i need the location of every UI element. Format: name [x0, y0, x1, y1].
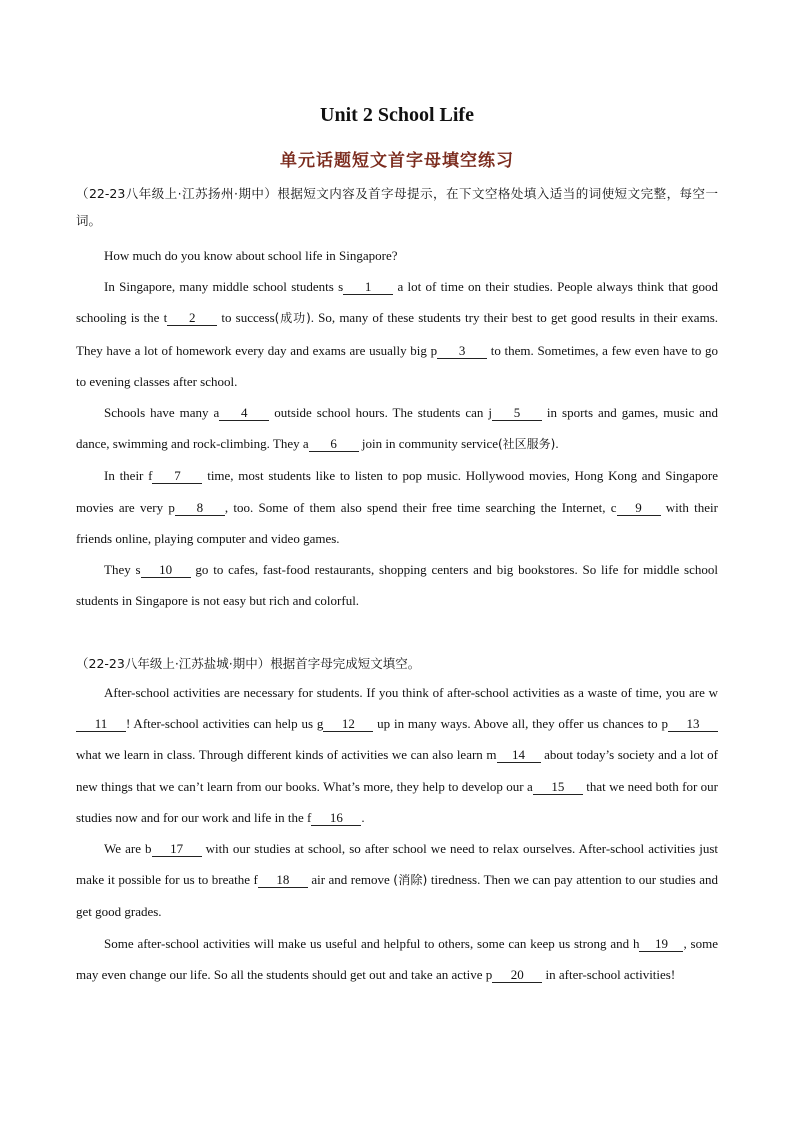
- text-run: to them. Sometimes, a few even have to go to evening classes after school.: [76, 342, 718, 389]
- text-run: In Singapore, many middle school students s: [104, 279, 344, 295]
- passage-1-paragraph-3: [76, 397, 718, 460]
- text-run: to success: [217, 310, 275, 326]
- text-run: How much do you know about school life in Singapore?: [104, 248, 398, 263]
- page-subtitle: 单元话题短文首字母填空练习: [280, 151, 514, 171]
- text-run: .: [361, 809, 365, 825]
- text-run: outside school hours. The students can j: [269, 405, 492, 421]
- text-run: what we learn in class. Through different kinds of activities we can also learn m: [76, 747, 497, 763]
- answer-blank-12[interactable]: 12: [323, 717, 373, 732]
- page-title: Unit 2 School Life: [320, 104, 474, 126]
- answer-blank-7[interactable]: 7: [152, 469, 202, 484]
- text-run: ! After-school activities can help us g: [126, 716, 324, 732]
- text-run: a lot of time on their studies. People always think that good schooling is the t: [76, 279, 718, 326]
- text-run: They s: [104, 562, 141, 578]
- passage-1-paragraph-2: [76, 271, 718, 397]
- text-run: that we need both for our studies now and for our work and life in the f: [76, 778, 719, 825]
- text-run: in sports and games, music and dance, swimming and rock-climbing. They a: [76, 405, 718, 452]
- passage-2-paragraph-2: [76, 833, 718, 928]
- text-run: time, most students like to listen to pop music. Hollywood movies, Hong Kong and Singapore movies are very p: [76, 468, 719, 515]
- chinese-gloss: (消除): [393, 873, 428, 888]
- answer-blank-5[interactable]: 5: [492, 406, 542, 421]
- passage-2-paragraph-3: [76, 928, 718, 990]
- text-run: , some may even change our life. So all the students should get out and take an active p: [76, 935, 719, 982]
- answer-blank-3[interactable]: 3: [437, 344, 487, 359]
- text-run: . So, many of these students try their best to get good results in their exams. They have a lot of homework every day and exams are usually big p: [76, 310, 718, 358]
- passage-2-instructions: （22-23八年级上·江苏盐城·期中）根据首字母完成短文填空。: [76, 656, 421, 671]
- passage-1: [76, 180, 718, 616]
- answer-blank-18[interactable]: 18: [258, 873, 308, 888]
- chinese-gloss: (成功): [274, 311, 311, 326]
- passage-1-paragraph-5: [76, 554, 718, 616]
- text-run: After-school activities are necessary for students. If you think of after-school activities as a waste of time, you are w: [104, 685, 718, 700]
- answer-blank-17[interactable]: 17: [152, 842, 202, 857]
- text-run: with their friends online, playing computer and video games.: [76, 499, 719, 546]
- answer-blank-2[interactable]: 2: [167, 311, 217, 326]
- answer-blank-6[interactable]: 6: [309, 437, 359, 452]
- answer-blank-9[interactable]: 9: [617, 501, 661, 516]
- text-run: Schools have many a: [104, 405, 220, 421]
- text-run: Some after-school activities will make us useful and helpful to others, some can keep us strong and h: [104, 935, 640, 951]
- text-run: in after-school activities!: [542, 966, 676, 982]
- text-run: with our studies at school, so after school we need to relax ourselves. After-school activities just make it possible for us to breathe f: [76, 841, 719, 888]
- answer-blank-1[interactable]: 1: [343, 280, 393, 295]
- answer-blank-13[interactable]: 13: [668, 717, 718, 732]
- chinese-gloss: (社区服务): [498, 437, 556, 452]
- answer-blank-19[interactable]: 19: [639, 937, 683, 952]
- answer-blank-10[interactable]: 10: [141, 563, 191, 578]
- text-run: , too. Some of them also spend their free time searching the Internet, c: [224, 499, 617, 515]
- passage-1-instructions: （22-23八年级上·江苏扬州·期中）根据短文内容及首字母提示，在下文空格处填入适当的词使短文完整，每空一词。: [76, 186, 718, 228]
- passage-2: [76, 650, 718, 990]
- text-run: We are b: [104, 841, 152, 857]
- text-run: In their f: [104, 468, 153, 484]
- answer-blank-4[interactable]: 4: [219, 406, 269, 421]
- text-run: join in community service: [358, 436, 498, 452]
- text-run: .: [555, 436, 559, 452]
- text-run: go to cafes, fast-food restaurants, shopping centers and big bookstores. So life for middle school students in Singapore is not easy but rich and colorful.: [76, 562, 718, 609]
- text-run: up in many ways. Above all, they offer us chances to p: [373, 716, 668, 732]
- answer-blank-15[interactable]: 15: [533, 780, 583, 795]
- answer-blank-11[interactable]: 11: [76, 717, 126, 732]
- passage-1-paragraph-4: [76, 460, 718, 554]
- answer-blank-20[interactable]: 20: [492, 968, 542, 983]
- text-run: about today’s society and a lot of new things that we can’t learn from our books. What’s more, they help to develop our a: [76, 747, 718, 794]
- answer-blank-8[interactable]: 8: [175, 501, 225, 516]
- answer-blank-14[interactable]: 14: [497, 748, 541, 763]
- text-run: tiredness. Then we can pay attention to our studies and get good grades.: [76, 872, 718, 920]
- passage-2-paragraph-1: [76, 677, 718, 833]
- passage-1-paragraph-1: [76, 240, 718, 271]
- answer-blank-16[interactable]: 16: [311, 811, 361, 826]
- text-run: air and remove: [307, 872, 394, 888]
